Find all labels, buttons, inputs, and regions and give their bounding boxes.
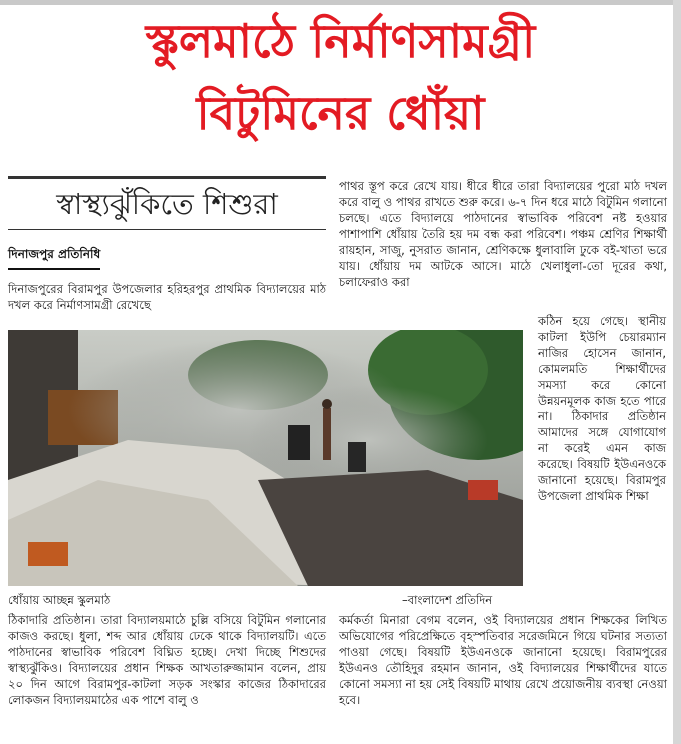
photo-credit: –বাংলাদেশ প্রতিদিন [402, 593, 493, 607]
page-top-border [0, 0, 681, 5]
article-bottom-column-1: ঠিকাদারি প্রতিষ্ঠান। তারা বিদ্যালয়মাঠে চুল্লি বসিয়ে বিটুমিন গলানোর কাজও করছে। ধুলা, শব্দ আর ধোঁয়ায় ঢেকে থাকে বিদ্যালয়টি। এতে পাঠদানের স্বাভাবিক পরিবেশ বিঘ্নিত হচ্ছে। দেখা দিচ্ছে শিশুদের স্বাস্থ্যঝুঁকিও। বিদ্যালয়ের প্রধান শিক্ষক আখতারুজ্জামান বলেন, প্রায় ২০ দিন আগে বিরামপুর-কাটলা সড়ক সংস্কার কাজের ঠিকাদারের লোকজন বিদ্যালয়মাঠের এক পাশে বালু ও [8, 613, 326, 707]
byline: দিনাজপুর প্রতিনিধি [8, 246, 100, 270]
headline-line-1: স্কুলমাঠে নির্মাণসামগ্রী [145, 14, 536, 68]
article-bottom-column-2: কর্মকর্তা মিনারা বেগম বলেন, ওই বিদ্যালয়ের প্রধান শিক্ষকের লিখিত অভিযোগের পরিপ্রেক্ষিতে বৃহস্পতিবার সরেজমিনে গিয়ে ঘটনার সত্যতা পাওয়া গেছে। বিষয়টি ইউএনওকে জানানো হয়েছে। বিরামপুরের ইউএনও তৌহিদুর রহমান জানান, ওই বিদ্যালয়ের শিক্ষার্থীদের যাতে কোনো সমস্যা না হয় সেই বিষয়টি মাথায় রেখে প্রয়োজনীয় ব্যবস্থা নেওয়া হবে। [339, 613, 667, 707]
smoky-schoolyard-image [8, 330, 523, 586]
subheadline: স্বাস্থ্যঝুঁকিতে শিশুরা [8, 176, 326, 230]
article-column-2-top: পাথর স্তূপ করে রেখে যায়। ধীরে ধীরে তারা বিদ্যালয়ের পুরো মাঠ দখল করে বালু ও পাথর রাখতে শুরু করে। ৬-৭ দিন ধরে মাঠে বিটুমিন গলানো চলছে। এতে বিদ্যালয়ে পাঠদানের স্বাভাবিক পরিবেশ নষ্ট হওয়ার পাশাপাশি ধোঁয়ায় তৈরি হয় দম বন্ধ করা পরিবেশ। পঞ্চম শ্রেণির শিক্ষার্থী রায়হান, সাজু, নুসরাত জানান, শ্রেণিকক্ষে ধুলাবালি ঢুকে বই-খাতা ভরে যায়। ধোঁয়ায় দম আটকে আসে। মাঠে খেলাধুলা-তো দূরের কথা, চলাফেরাও করা [339, 179, 667, 289]
photo-caption: ধোঁয়ায় আচ্ছন্ন স্কুলমাঠ [8, 593, 111, 607]
news-photo [8, 330, 523, 586]
headline-line-2: বিটুমিনের ধোঁয়া [196, 86, 485, 140]
article-narrow-column: কঠিন হয়ে গেছে। স্থানীয় কাটলা ইউপি চেয়ারম্যান নাজির হোসেন জানান, কোমলমতি শিক্ষার্থীদের সমস্যা করে কোনো উন্নয়নমূলক কাজ হতে পারে না। ঠিকাদার প্রতিষ্ঠান আমাদের সঙ্গে যোগাযোগ না করেই এমন কাজ করেছে। বিষয়টি ইউএনওকে জানানো হয়েছে। বিরামপুর উপজেলা প্রাথমিক শিক্ষা [538, 314, 666, 503]
article-intro: দিনাজপুরের বিরামপুর উপজেলার হরিহরপুর প্রাথমিক বিদ্যালয়ের মাঠ দখল করে নির্মাণসামগ্রী রেখেছে [8, 282, 326, 312]
